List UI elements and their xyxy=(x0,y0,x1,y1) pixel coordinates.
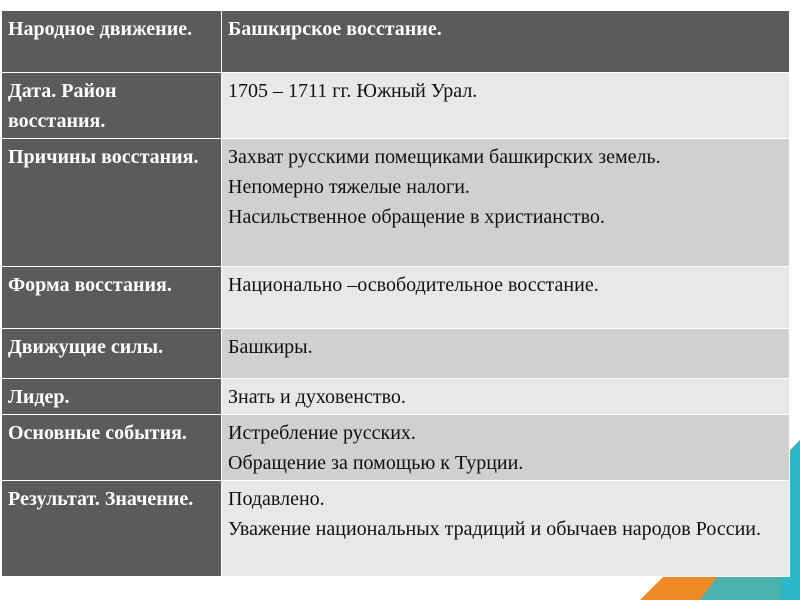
row-label: Движущие силы. xyxy=(2,329,222,379)
value-line: Обращение за помощью к Турции. xyxy=(228,452,524,474)
row-label: Форма восстания. xyxy=(2,267,222,329)
row-value xyxy=(222,329,790,379)
value-line: Уважение национальных традиций и обычаев народов России. xyxy=(228,518,761,540)
row-value xyxy=(222,11,790,73)
value-line: 1705 – 1711 гг. Южный Урал. xyxy=(228,80,478,102)
row-value xyxy=(222,415,790,481)
value-line: Непомерно тяжелые налоги. xyxy=(228,176,470,198)
table-row-events xyxy=(2,415,790,481)
row-label: Лидер. xyxy=(2,379,222,415)
value-line: Башкирское восстание. xyxy=(228,18,442,40)
table-row-leader xyxy=(2,379,790,415)
row-label: Результат. Значение. xyxy=(2,481,222,577)
value-line: Насильственное обращение в христианство. xyxy=(228,206,605,228)
row-value xyxy=(222,379,790,415)
table-row-driving-forces xyxy=(2,329,790,379)
value-line: Башкиры. xyxy=(228,336,313,358)
table-row-result xyxy=(2,481,790,577)
row-label: Дата. Район восстания. xyxy=(2,73,222,139)
value-line: Подавлено. xyxy=(228,488,325,510)
row-value xyxy=(222,139,790,267)
value-line: Истребление русских. xyxy=(228,422,416,444)
row-value xyxy=(222,73,790,139)
uprising-table xyxy=(1,10,790,577)
value-line: Захват русскими помещиками башкирских земель. xyxy=(228,146,661,168)
row-value xyxy=(222,267,790,329)
table-row-date-region xyxy=(2,73,790,139)
value-line: Национально –освободительное восстание. xyxy=(228,274,599,296)
table-row-form xyxy=(2,267,790,329)
table-row-movement xyxy=(2,11,790,73)
table-row-causes xyxy=(2,139,790,267)
value-line: Знать и духовенство. xyxy=(228,386,406,408)
row-label: Народное движение. xyxy=(2,11,222,73)
row-label: Основные события. xyxy=(2,415,222,481)
row-value xyxy=(222,481,790,577)
row-label: Причины восстания. xyxy=(2,139,222,267)
